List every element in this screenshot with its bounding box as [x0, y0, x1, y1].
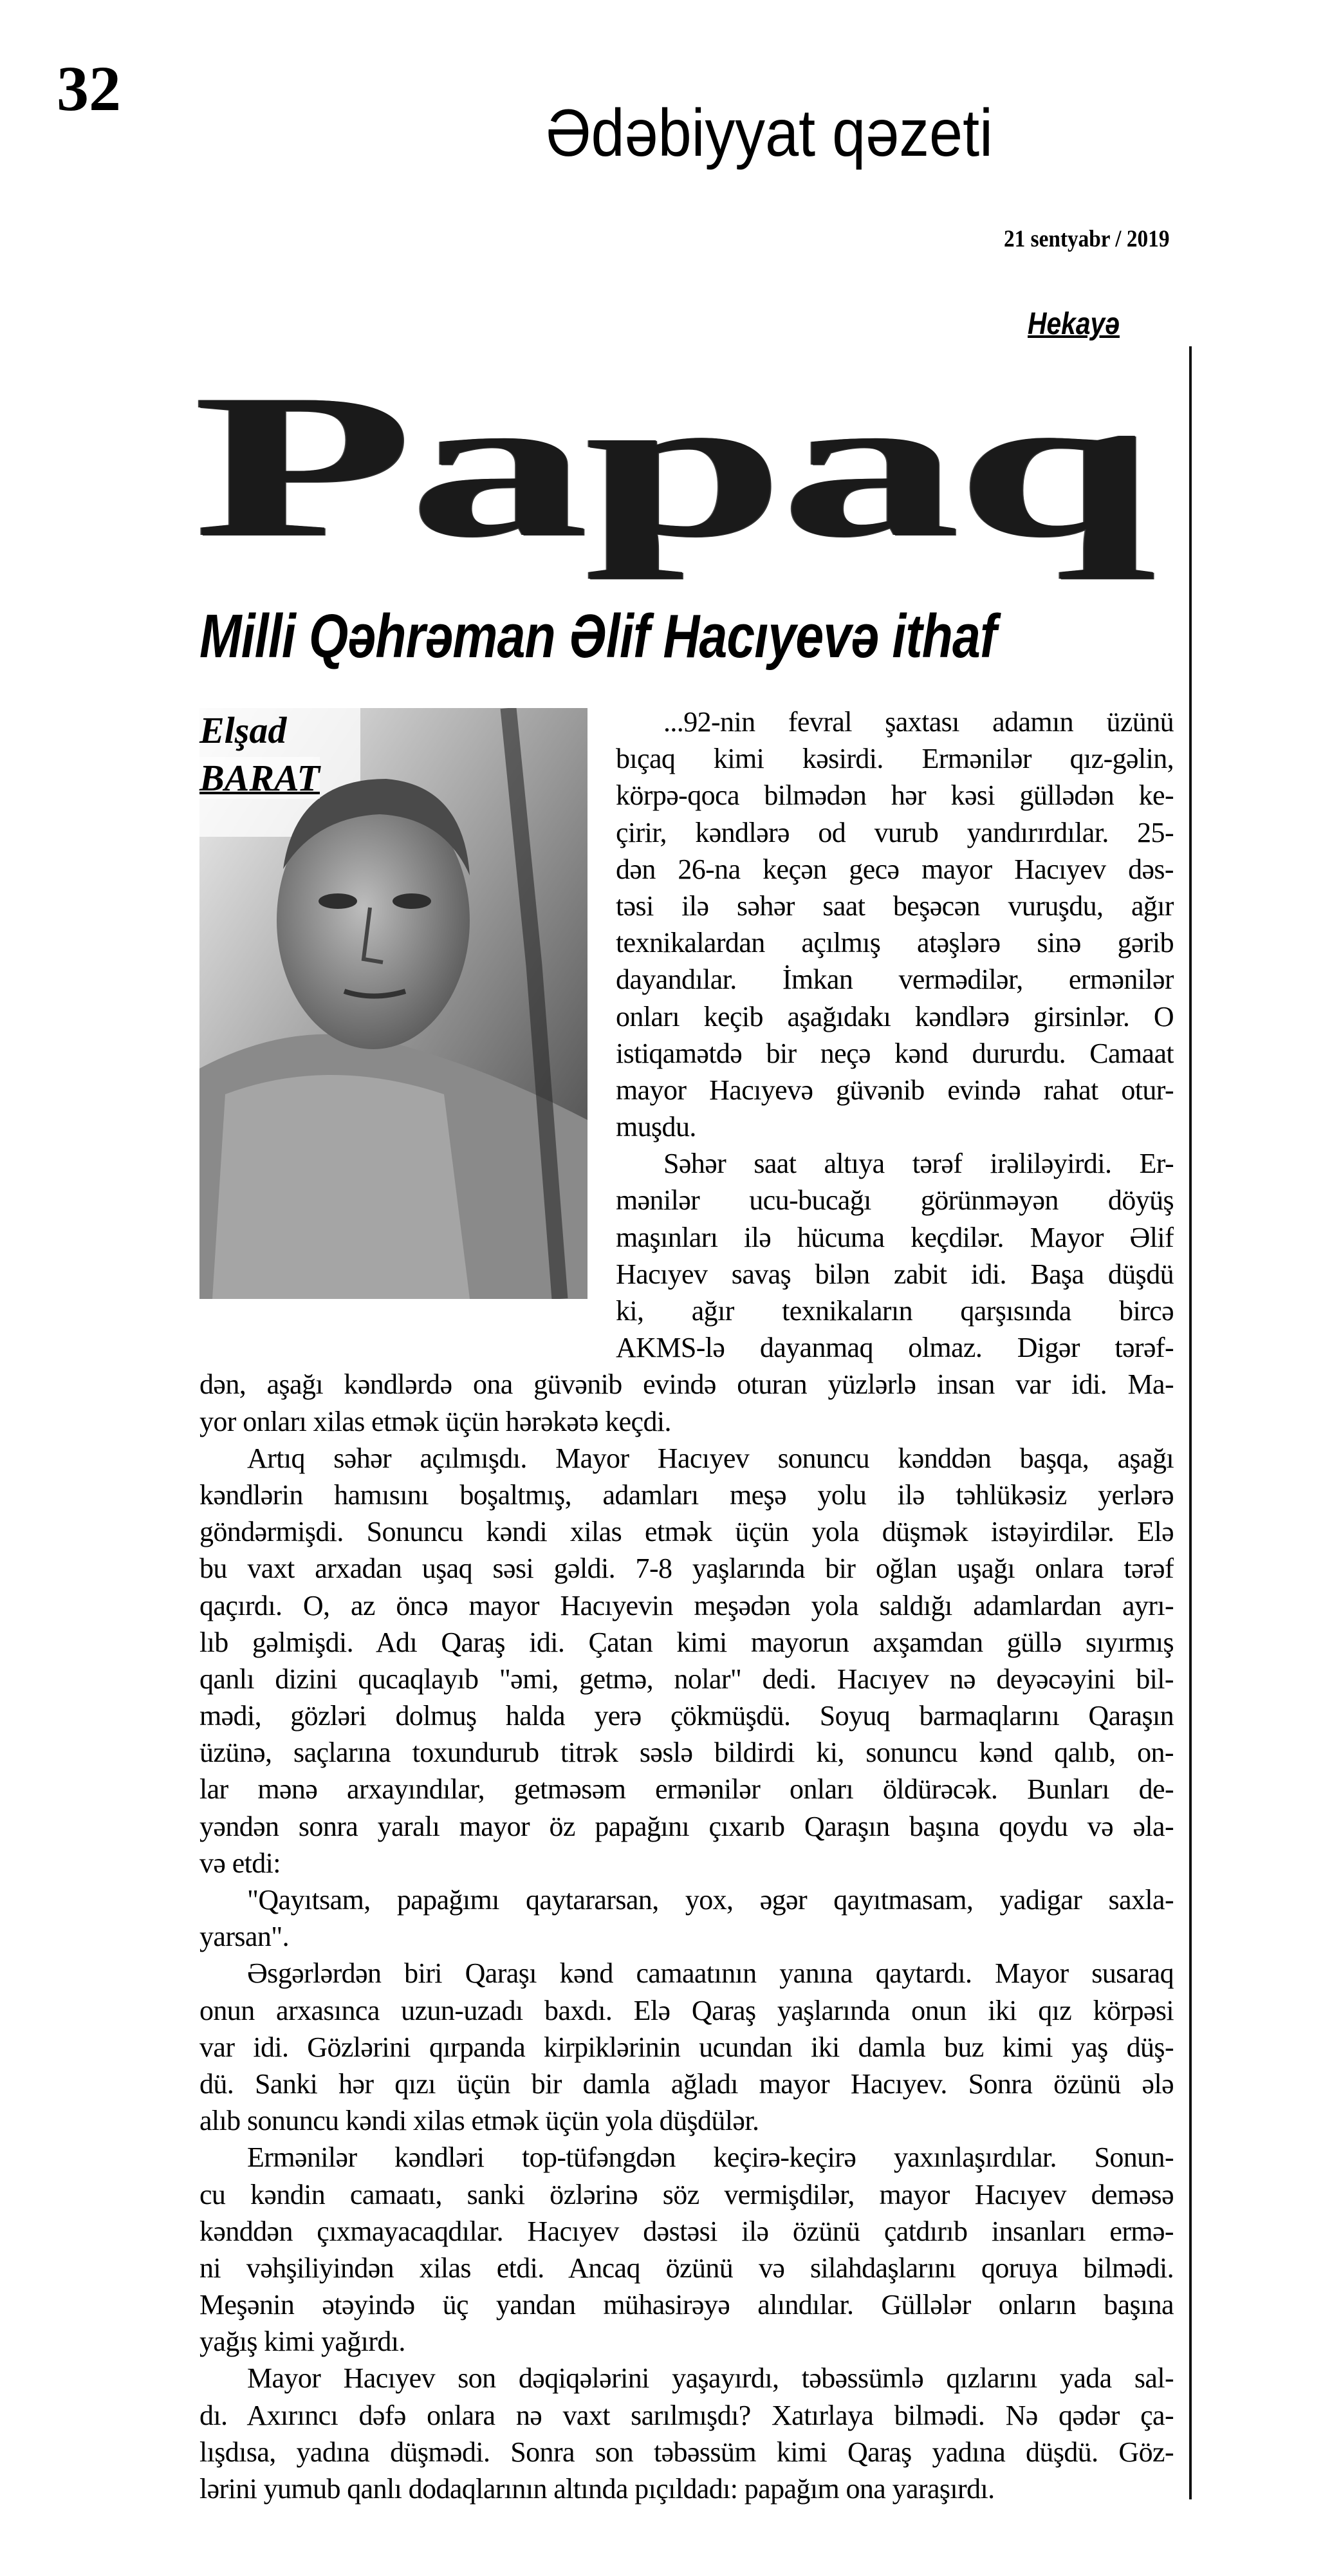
- article-line: cu kəndin camaatı, sanki özlərinə söz vermişdilər, mayor Hacıyev deməsə: [199, 2178, 1174, 2210]
- article-line: maşınları ilə hücuma keçdilər. Mayor Əlif: [616, 1221, 1174, 1253]
- article-line: dü. Sanki hər qızı üçün bir damla ağladı mayor Hacıyev. Sonra özünü ələ: [199, 2067, 1174, 2100]
- author-byline: [199, 707, 320, 802]
- article-line: lışdısa, yadına düşmədi. Sonra son təbəssüm kimi Qaraş yadına düşdü. Göz-: [199, 2436, 1174, 2468]
- article-line: ...92-nin fevral şaxtası adamın üzünü: [663, 706, 1174, 738]
- article-line: mənilər ucu-bucağı görünməyən döyüş: [616, 1184, 1174, 1217]
- article-line: qanlı dizini qucaqlayıb "əmi, getmə, nolar" dedi. Hacıyev nə deyəcəyini bil-: [199, 1663, 1174, 1695]
- article-line: texnikalardan açılmış atəşlərə sinə gərib: [616, 927, 1174, 959]
- article-line: dən, aşağı kəndlərdə ona güvənib evində oturan yüzlərlə insan var idi. Ma-: [199, 1368, 1174, 1401]
- article-line: onları keçib aşağıdakı kəndlərə girsinlər. O: [616, 1000, 1174, 1032]
- author-first-name: Elşad: [199, 709, 287, 751]
- article-line: yor onları xilas etmək üçün hərəkətə keçdi.: [199, 1405, 671, 1437]
- article-line: ki, ağır texnikaların qarşısında bircə: [616, 1295, 1174, 1327]
- article-line: dən 26-na keçən gecə mayor Hacıyev dəs-: [616, 853, 1174, 885]
- article-line: üzünə, saçlarına toxundurub titrək səslə bildirdi ki, sonuncu kənd qalıb, on-: [199, 1737, 1174, 1769]
- page-number: 32: [57, 53, 121, 124]
- article-line: onun arxasınca uzun-uzadı baxdı. Elə Qaraş yaşlarında onun iki qız körpəsi: [199, 1994, 1174, 2026]
- article-line: körpə-qoca bilmədən hər kəsi güllədən ke-: [616, 779, 1174, 812]
- article-line: qaçırdı. O, az öncə mayor Hacıyevin meşədən yola saldığı adamlardan ayrı-: [199, 1589, 1174, 1621]
- article-line: mayor Hacıyevə güvənib evində rahat otur-: [616, 1074, 1174, 1106]
- article-line: istiqamətdə bir neçə kənd dururdu. Camaat: [616, 1037, 1174, 1069]
- article-line: çirir, kəndlərə od vurub yandırırdılar. 25-: [616, 816, 1174, 848]
- article-line: AKMS-lə dayanmaq olmaz. Digər tərəf-: [616, 1332, 1174, 1364]
- article-line: var idi. Gözlərini qırpanda kirpiklərinin ucundan iki damla buz kimi yaş düş-: [199, 2031, 1174, 2063]
- newspaper-title: Ədəbiyyat qəzeti: [546, 96, 993, 171]
- column-divider: [1189, 346, 1192, 2499]
- article-line: kənddən çıxmayacaqdılar. Hacıyev dəstəsi ilə özünü çatdırıb insanları ermə-: [199, 2215, 1174, 2247]
- story-title: Papaq: [193, 352, 1152, 580]
- genre-label: Hekayə: [1028, 307, 1120, 341]
- article-line: "Qayıtsam, papağımı qaytararsan, yox, əgər qayıtmasam, yadigar saxla-: [247, 1884, 1174, 1916]
- article-line: yarsan".: [199, 1921, 289, 1953]
- article-line: mədi, gözləri dolmuş halda yerə çökmüşdü. Soyuq barmaqlarını Qaraşın: [199, 1700, 1174, 1732]
- article-line: Mayor Hacıyev son dəqiqələrini yaşayırdı, təbəssümlə qızlarını yada sal-: [247, 2362, 1174, 2394]
- article-line: Əsgərlərdən biri Qaraşı kənd camaatının yanına qaytardı. Mayor susaraq: [247, 1957, 1174, 1990]
- story-dedication: Milli Qəhrəman Əlif Hacıyevə ithaf: [199, 602, 997, 671]
- article-line: yağış kimi yağırdı.: [199, 2326, 405, 2358]
- article-line: təsi ilə səhər saat beşəcən vuruşdu, ağır: [616, 890, 1174, 922]
- article-line: ni vəhşiliyindən xilas etdi. Ancaq özünü və silahdaşlarını qoruya bilmədi.: [199, 2252, 1174, 2284]
- author-last-name: BARAT: [199, 757, 320, 799]
- article-line: lərini yumub qanlı dodaqlarının altında pıçıldadı: papağım ona yaraşırdı.: [199, 2473, 995, 2505]
- article-line: lar mənə arxayındılar, getməsəm ermənilər onları öldürəcək. Bunları de-: [199, 1773, 1174, 1806]
- article-line: dayandılar. İmkan vermədilər, ermənilər: [616, 964, 1174, 996]
- article-line: alıb sonuncu kəndi xilas etmək üçün yola düşdülər.: [199, 2105, 759, 2137]
- article-line: Artıq səhər açılmışdı. Mayor Hacıyev sonuncu kənddən başqa, aşağı: [247, 1442, 1174, 1474]
- issue-date: 21 sentyabr / 2019: [1004, 226, 1170, 252]
- article-line: kəndlərin hamısını boşaltmış, adamları meşə yolu ilə təhlükəsiz yerlərə: [199, 1479, 1174, 1511]
- article-body: [199, 704, 1174, 2507]
- article-line: dı. Axırıncı dəfə onlara nə vaxt sarılmışdı? Xatırlaya bilmədi. Nə qədər ça-: [199, 2399, 1174, 2431]
- article-line: və etdi:: [199, 1847, 281, 1879]
- article-line: yəndən sonra yaralı mayor öz papağını çıxarıb Qaraşın başına qoydu və əla-: [199, 1810, 1174, 1842]
- article-line: bu vaxt arxadan uşaq səsi gəldi. 7-8 yaşlarında bir oğlan uşağı onlara tərəf: [199, 1553, 1174, 1585]
- article-line: göndərmişdi. Sonuncu kəndi xilas etmək üçün yola düşmək istəyirdilər. Elə: [199, 1516, 1174, 1548]
- article-line: Meşənin ətəyində üç yandan mühasirəyə alındılar. Güllələr onların başına: [199, 2289, 1174, 2321]
- article-line: Hacıyev savaş bilən zabit idi. Başa düşdü: [616, 1258, 1174, 1290]
- article-line: bıçaq kimi kəsirdi. Ermənilər qız-gəlin,: [616, 743, 1174, 775]
- article-line: Ermənilər kəndləri top-tüfəngdən keçirə-keçirə yaxınlaşırdılar. Sonun-: [247, 2142, 1174, 2174]
- article-line: lıb gəlmişdi. Adı Qaraş idi. Çatan kimi mayorun axşamdan güllə sıyırmış: [199, 1626, 1174, 1658]
- article-line: muşdu.: [616, 1111, 696, 1143]
- article-line: Səhər saat altıya tərəf irəliləyirdi. Er-: [663, 1148, 1174, 1180]
